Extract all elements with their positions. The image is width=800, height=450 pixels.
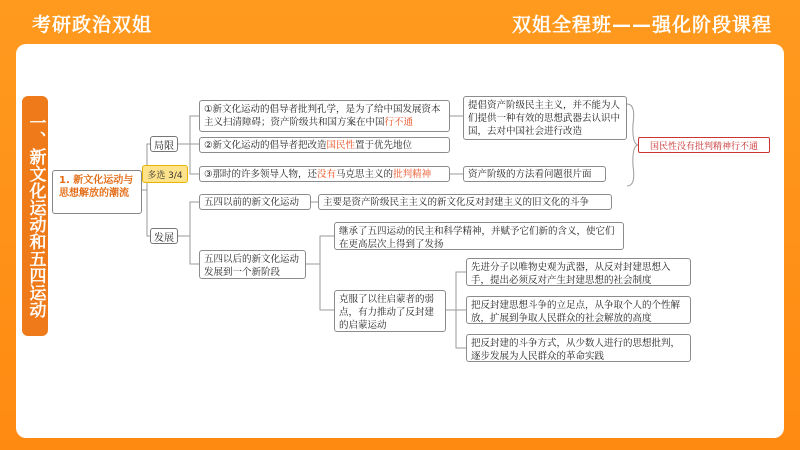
dev-sub-item-1: 先进分子以唯物史观为武器，从反对封建思想入手，提出必须反对产生封建思想的社会制度 (466, 258, 691, 286)
limit-item-2 (199, 137, 450, 153)
dev-sub-item-3: 把反封建的斗争方式，从少数人进行的思想批判，逐步发展为人民群众的革命实践 (466, 334, 691, 362)
limit-item-3 (199, 166, 450, 182)
dev-item-2-inherit: 继承了五四运动的民主和科学精神，并赋予它们新的含义，使它们在更高层次上得到了发扬 (334, 222, 624, 250)
limit-item-2-highlight: 国民性 (326, 140, 356, 151)
limit-item-3-highlight-b: 批判精神 (393, 169, 432, 180)
multi-select-badge: 多选 3/4 (142, 165, 188, 183)
limit-item-2-suffix: 置于优先地位 (355, 140, 413, 151)
limit-item-3-mid: 马克思主义的 (336, 169, 394, 180)
limit-item-1-text: ①新文化运动的倡导者批判孔学，是为了给中国发展资本主义扫清障碍；资产阶级共和国方案在中国 (204, 104, 441, 128)
section-title: 一、新文化运动和五四运动 (22, 96, 48, 336)
limit-item-2-text: ②新文化运动的倡导者把改造 (204, 140, 327, 151)
branch-development: 发展 (150, 228, 178, 244)
header-right-title: 双姐全程班——强化阶段课程 (511, 14, 772, 36)
dev-item-1: 五四以前的新文化运动 (199, 194, 311, 210)
limit-item-3-highlight-a: 没有 (317, 169, 337, 180)
limit-item-3-text: ③那时的许多领导人物，还 (204, 169, 318, 180)
dev-item-2: 五四以后的新文化运动发展到一个新阶段 (199, 250, 306, 279)
limit-explain-3: 资产阶级的方法看问题很片面 (463, 166, 606, 182)
dev-sub-item-2: 把反封建思想斗争的立足点，从争取个人的个性解放，扩展到争取人民群众的社会解放的高度 (466, 296, 691, 324)
limit-item-1-highlight: 行不通 (384, 117, 414, 128)
header-left-title: 考研政治双姐 (32, 14, 153, 36)
root-topic: 1. 新文化运动与思想解放的潮流 (52, 170, 142, 214)
branch-limit: 局限 (150, 136, 178, 152)
limit-item-1 (199, 100, 450, 132)
handwritten-note: 国民性没有批判精神行不通 (638, 137, 770, 153)
dev-item-1-desc: 主要是资产阶级民主主义的新文化反对封建主义的旧文化的斗争 (318, 194, 612, 210)
dev-item-2-overcome: 克服了以往启蒙者的弱点，有力推动了反封建的启蒙运动 (334, 290, 446, 332)
limit-explain-1: 提倡资产阶级民主主义，并不能为人们提供一种有效的思想武器去认识中国，去对中国社会进行改造 (463, 96, 627, 140)
